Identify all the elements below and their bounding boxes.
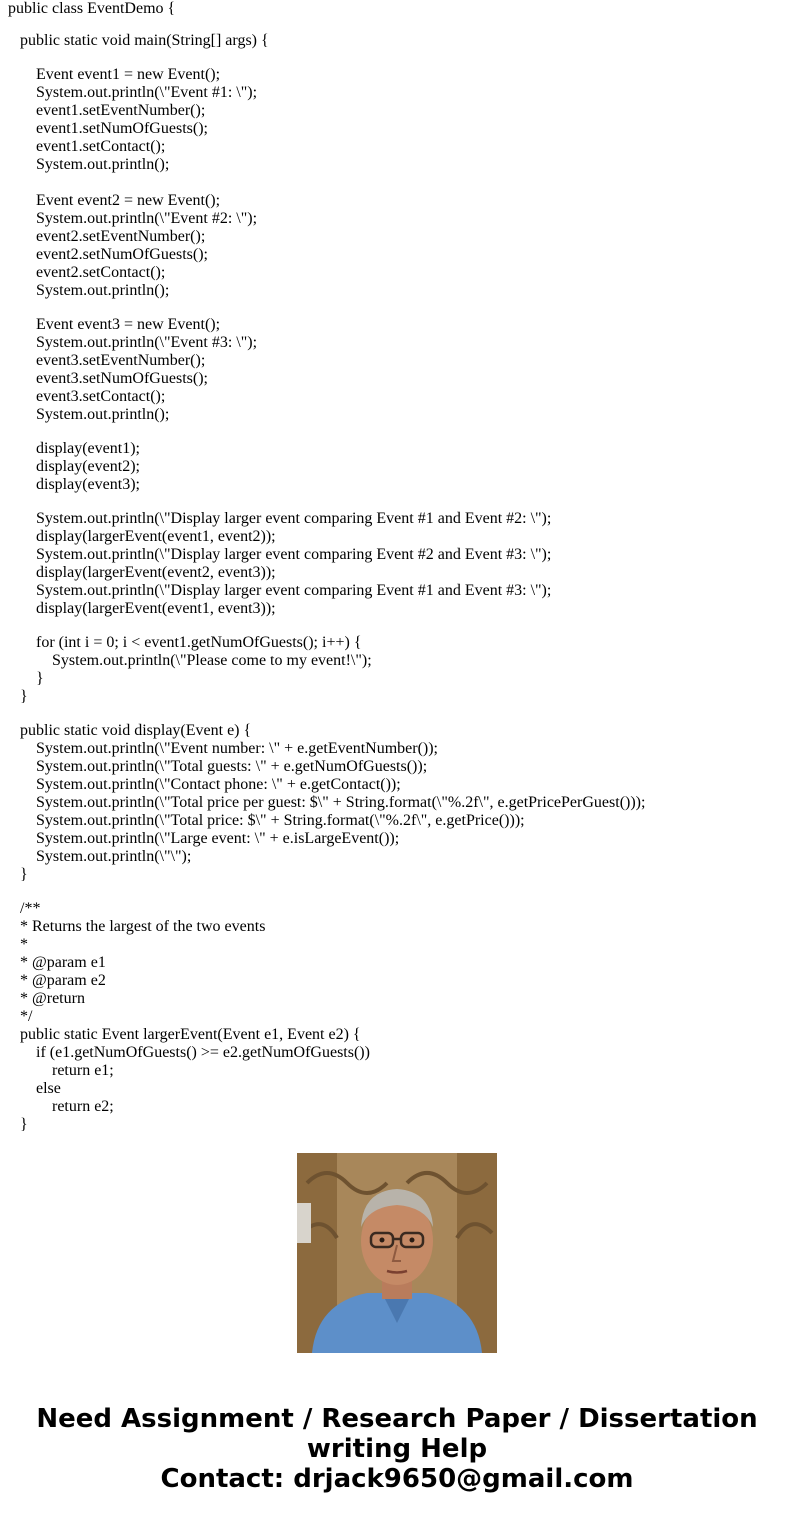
code-line: * @param e2 bbox=[20, 972, 106, 989]
code-line: System.out.println(\"Event #2: \"); bbox=[36, 210, 258, 227]
code-line: if (e1.getNumOfGuests() >= e2.getNumOfGuests()) bbox=[36, 1044, 370, 1061]
code-line: event3.setContact(); bbox=[36, 388, 166, 405]
code-line: System.out.println(\"Contact phone: \" + e.getContact()); bbox=[36, 776, 401, 793]
code-line: Event event2 = new Event(); bbox=[36, 192, 221, 209]
code-line: event1.setEventNumber(); bbox=[36, 102, 206, 119]
code-line: * @return bbox=[20, 990, 85, 1007]
code-line: event1.setNumOfGuests(); bbox=[36, 120, 208, 137]
code-line: } bbox=[20, 866, 28, 883]
code-line: System.out.println(\"Event number: \" + e.getEventNumber()); bbox=[36, 740, 438, 757]
code-line: public static Event largerEvent(Event e1, Event e2) { bbox=[20, 1026, 361, 1043]
code-line: * bbox=[20, 936, 28, 953]
code-line: * @param e1 bbox=[20, 954, 106, 971]
code-line: System.out.println(\"Total guests: \" + e.getNumOfGuests()); bbox=[36, 758, 428, 775]
code-line: System.out.println(\"Please come to my event!\"); bbox=[52, 652, 372, 669]
code-line: display(largerEvent(event1, event3)); bbox=[36, 600, 276, 617]
code-line: /** bbox=[20, 900, 41, 917]
code-line: System.out.println(\"\"); bbox=[36, 848, 192, 865]
code-line: System.out.println(\"Event #1: \"); bbox=[36, 84, 258, 101]
author-avatar bbox=[297, 1153, 497, 1353]
code-line: display(largerEvent(event1, event2)); bbox=[36, 528, 276, 545]
code-line: return e1; bbox=[52, 1062, 114, 1079]
code-line: } bbox=[20, 688, 28, 705]
code-line: System.out.println(); bbox=[36, 156, 170, 173]
code-line: public static void main(String[] args) { bbox=[20, 32, 269, 49]
code-line: event1.setContact(); bbox=[36, 138, 166, 155]
code-line: event2.setContact(); bbox=[36, 264, 166, 281]
code-line: public class EventDemo { bbox=[8, 0, 176, 17]
code-line: System.out.println(\"Display larger event comparing Event #1 and Event #3: \"); bbox=[36, 582, 552, 599]
code-line: display(event2); bbox=[36, 458, 140, 475]
code-line: Event event3 = new Event(); bbox=[36, 316, 221, 333]
code-line: System.out.println(); bbox=[36, 406, 170, 423]
code-line: display(largerEvent(event2, event3)); bbox=[36, 564, 276, 581]
code-line: System.out.println(\"Total price per guest: $\" + String.format(\"%.2f\", e.getPricePerGuest())); bbox=[36, 794, 646, 811]
code-line: event2.setEventNumber(); bbox=[36, 228, 206, 245]
code-line: System.out.println(\"Display larger event comparing Event #1 and Event #2: \"); bbox=[36, 510, 552, 527]
code-line: for (int i = 0; i < event1.getNumOfGuests(); i++) { bbox=[36, 634, 362, 651]
help-banner-line-1: Need Assignment / Research Paper / Dissertation bbox=[36, 1404, 758, 1434]
code-line: event2.setNumOfGuests(); bbox=[36, 246, 208, 263]
code-line: System.out.println(\"Event #3: \"); bbox=[36, 334, 258, 351]
code-line: } bbox=[20, 1116, 28, 1133]
code-line: * Returns the largest of the two events bbox=[20, 918, 266, 935]
code-line: display(event3); bbox=[36, 476, 140, 493]
author-portrait-image bbox=[297, 1153, 497, 1353]
code-line: System.out.println(\"Large event: \" + e.isLargeEvent()); bbox=[36, 830, 400, 847]
contact-email-line: Contact: drjack9650@gmail.com bbox=[160, 1464, 634, 1494]
code-line: return e2; bbox=[52, 1098, 114, 1115]
code-line: else bbox=[36, 1080, 61, 1097]
code-line: public static void display(Event e) { bbox=[20, 722, 252, 739]
code-line: display(event1); bbox=[36, 440, 140, 457]
help-banner-line-2: writing Help bbox=[306, 1434, 488, 1464]
code-line: */ bbox=[20, 1008, 33, 1025]
code-line: } bbox=[36, 670, 44, 687]
code-line: event3.setEventNumber(); bbox=[36, 352, 206, 369]
code-line: System.out.println(\"Display larger event comparing Event #2 and Event #3: \"); bbox=[36, 546, 552, 563]
code-line: System.out.println(); bbox=[36, 282, 170, 299]
code-line: System.out.println(\"Total price: $\" + String.format(\"%.2f\", e.getPrice())); bbox=[36, 812, 525, 829]
code-line: event3.setNumOfGuests(); bbox=[36, 370, 208, 387]
code-line: Event event1 = new Event(); bbox=[36, 66, 221, 83]
